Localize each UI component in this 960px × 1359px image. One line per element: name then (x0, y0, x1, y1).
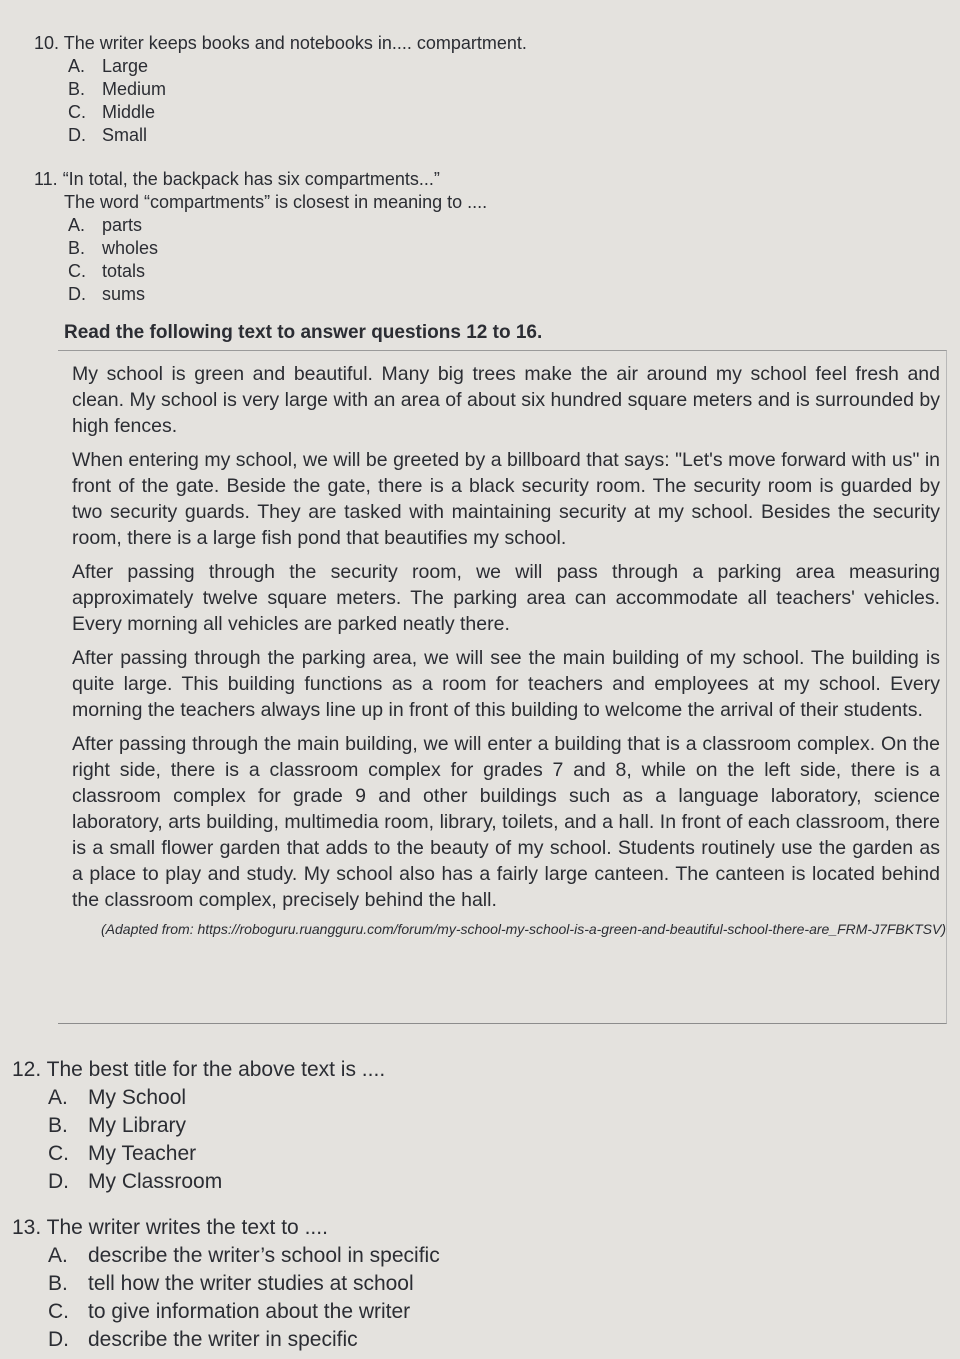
option-text: Large (102, 56, 149, 76)
option-text: totals (102, 261, 146, 281)
option-text: Middle (102, 102, 156, 122)
passage-paragraph: After passing through the main building, we will enter a building that is a classroom complex. On the right side, there is a classroom complex for grades 7 and 8, while on the left side, there is a classroom complex for grade 9 and other buildings such as a language laboratory, science laboratory, arts building, multimedia room, library, toilets, and a hall. In front of each classroom, there is a small flower garden that adds to the beauty of my school. Students routinely use the garden as a place to play and study. My school also has a fairly large canteen. The canteen is located behind the classroom complex, precisely behind the hall. (72, 733, 940, 911)
answer-option[interactable] (68, 101, 527, 124)
option-text: Medium (102, 79, 167, 99)
answer-option[interactable] (68, 78, 527, 101)
answer-option[interactable] (68, 237, 487, 260)
passage-paragraph: My school is green and beautiful. Many big trees make the air around my school feel fresh and clean. My school is very large with an area of about six hundred square meters and is surrounded by high fences. (72, 363, 940, 437)
passage-paragraph: After passing through the parking area, we will see the main building of my school. The building is quite large. This building functions as a room for teachers and employees at my school. Every morning the teachers always line up in front of this building to welcome the arrival of their students. (72, 647, 940, 721)
option-letter: D. (68, 284, 86, 304)
option-letter: C. (68, 102, 86, 122)
passage-paragraph: When entering my school, we will be greeted by a billboard that says: "Let's move forward with us" in front of the gate. Beside the gate, there is a black security room. The security room is guarded by two security guards. They are tasked with maintaining security at my school. Besides the security room, there is a large fish pond that beautifies my school. (72, 449, 940, 549)
option-text: sums (102, 284, 146, 304)
answer-option[interactable] (68, 55, 527, 78)
answer-option[interactable] (48, 1112, 385, 1140)
option-letter: D. (68, 125, 86, 145)
question-substem: The word “compartments” is closest in meaning to .... (64, 192, 488, 212)
answer-option[interactable] (48, 1140, 385, 1168)
option-text: My School (88, 1086, 187, 1109)
option-letter: A. (48, 1086, 68, 1109)
option-letter: D. (48, 1328, 69, 1351)
question-stem: 13. The writer writes the text to .... (12, 1216, 328, 1239)
option-text: wholes (102, 238, 159, 258)
answer-option[interactable] (68, 214, 487, 237)
answer-option[interactable] (48, 1326, 440, 1354)
option-text: parts (102, 215, 143, 235)
option-text: to give information about the writer (88, 1300, 411, 1323)
answer-option[interactable] (68, 124, 527, 147)
option-text: My Classroom (88, 1170, 223, 1193)
option-text: My Teacher (88, 1142, 197, 1165)
option-text: describe the writer’s school in specific (88, 1244, 440, 1267)
answer-option[interactable] (48, 1242, 440, 1270)
answer-option[interactable] (48, 1270, 440, 1298)
source-citation: (Adapted from: https://roboguru.ruangguru.com/forum/my-school-my-school-is-a-green-and-beautiful-school-there-are_FRM-J7FBKTSV) (101, 921, 946, 937)
option-letter: A. (68, 215, 86, 235)
answer-option[interactable] (68, 260, 487, 283)
answer-option[interactable] (48, 1084, 385, 1112)
passage-paragraph: After passing through the security room, we will pass through a parking area measuring approximately twelve square meters. The parking area can accommodate all teachers' vehicles. Every morning all vehicles are parked neatly there. (72, 561, 940, 635)
option-letter: C. (68, 261, 86, 281)
option-letter: D. (48, 1170, 69, 1193)
option-letter: B. (68, 79, 86, 99)
option-text: Small (102, 125, 148, 145)
option-letter: C. (48, 1300, 69, 1323)
question-13 (12, 1214, 440, 1354)
question-stem: 11. “In total, the backpack has six compartments...” (34, 169, 440, 189)
reading-instruction: Read the following text to answer questions 12 to 16. (64, 322, 543, 343)
question-11 (34, 168, 487, 306)
question-stem: 12. The best title for the above text is .... (12, 1058, 386, 1081)
option-letter: B. (48, 1272, 68, 1295)
answer-option[interactable] (48, 1298, 440, 1326)
option-letter: A. (68, 56, 86, 76)
answer-option[interactable] (48, 1168, 385, 1196)
option-letter: A. (48, 1244, 68, 1267)
option-letter: C. (48, 1142, 69, 1165)
option-text: describe the writer in specific (88, 1328, 358, 1351)
answer-option[interactable] (68, 283, 487, 306)
option-text: My Library (88, 1114, 187, 1137)
question-stem: 10. The writer keeps books and notebooks in.... compartment. (34, 33, 527, 53)
question-10 (34, 32, 527, 147)
option-text: tell how the writer studies at school (88, 1272, 414, 1295)
reading-passage-box (58, 350, 947, 1024)
question-12 (12, 1056, 385, 1196)
option-letter: B. (68, 238, 86, 258)
option-letter: B. (48, 1114, 68, 1137)
